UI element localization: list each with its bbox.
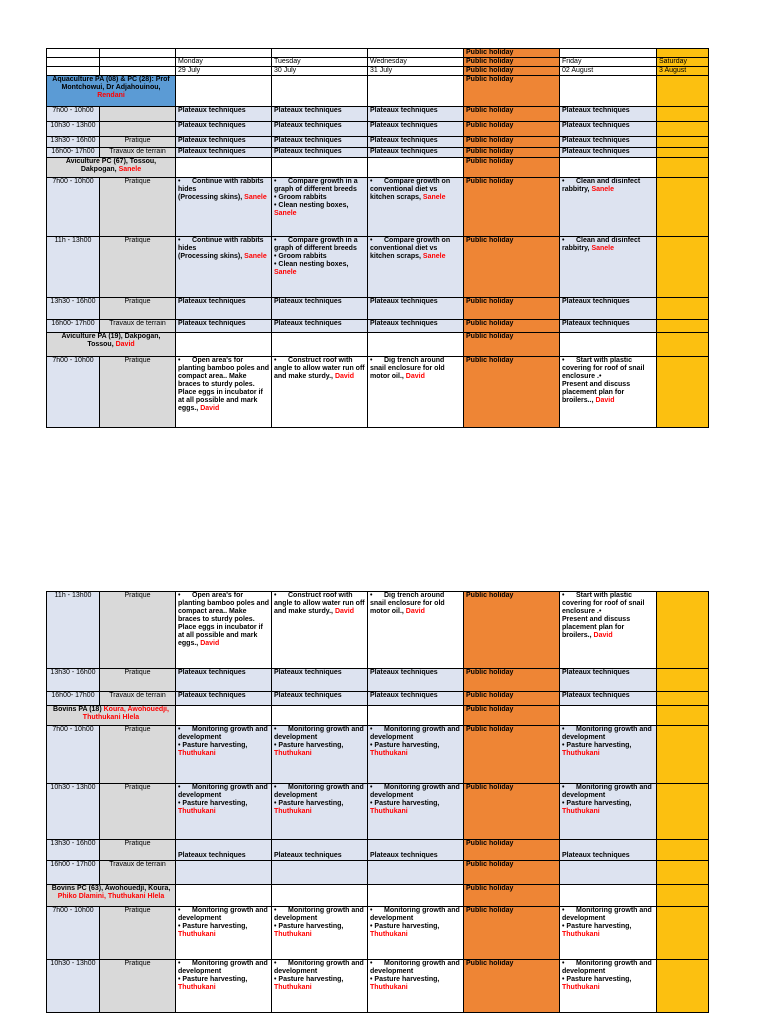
table-row: 16h00 - 17h00 Travaux de terrain Public holiday [47,861,709,885]
header-row-dates [47,67,709,76]
table-row: 11h - 13h00 Pratique • Continue with rabbits hides (Processing skins), Sanele • Compare growth in a graph of different breeds • Groom rabbits • Clean nesting boxes, Sanele • Compare growth on conventional diet vs kitchen scraps, Sanele Public holiday • Clean and disinfect rabbitry, Sanele [47,237,709,298]
holiday-label: Public holiday [464,58,560,67]
day-friday: Friday [560,58,657,67]
schedule-table-page-2 [46,591,709,1013]
section-title-aviculture-pa: Aviculture PA (19), Dakpogan, Tossou, David [47,333,176,357]
day-monday: Monday [176,58,272,67]
date-wednesday: 31 July [368,67,464,76]
holiday-label: Public holiday [464,67,560,76]
table-row: 11h - 13h00 Pratique • Open area's for planting bamboo poles and compact area.. Make braces to sturdy poles. Place eggs in incubator if at all possible and mark eggs., David • Construct roof with angle to allow water run off and make sturdy., David • Dig trench around snail enclosure for old motor oil., David Public holiday • Start with plastic covering for roof of snail enclosure .• Present and discuss placement plan for broilers., David [47,592,709,669]
section-title-aquaculture: Aquaculture PA (08) & PC (28): Prof Montchowui, Dr Adjahouinou, Rendani [47,76,176,107]
table-row: 10h30 - 13h00 Plateaux techniques Plateaux techniques Plateaux techniques Public holiday Plateaux techniques [47,122,709,137]
date-tuesday: 30 July [272,67,368,76]
section-row-aviculture-pc: Aviculture PC (67), Tossou, Dakpogan, Sanele Public holiday [47,158,709,178]
date-friday: 02 August [560,67,657,76]
header-row-blank [47,49,709,58]
schedule-table-page-1 [46,48,709,428]
table-row: 13h30 - 16h00 Pratique Plateaux techniques Plateaux techniques Plateaux techniques Public holiday Plateaux techniques [47,669,709,692]
header-row-days [47,58,709,67]
section-title-aviculture-pc: Aviculture PC (67), Tossou, Dakpogan, Sanele [47,158,176,178]
day-saturday: Saturday [657,58,709,67]
table-row: 16h00- 17h00 Travaux de terrain Plateaux techniques Plateaux techniques Plateaux techniques Public holiday Plateaux techniques [47,692,709,706]
table-row: 10h30 - 13h00 Pratique • Monitoring growth and development • Pasture harvesting, Thuthukani • Monitoring growth and development • Pasture harvesting, Thuthukani • Monitoring growth and development • Pasture harvesting, Thuthukani Public holiday • Monitoring growth and development • Pasture harvesting, Thuthukani [47,960,709,1013]
holiday-label: Public holiday [464,49,560,58]
table-row: 7h00 - 10h00 Pratique • Open area's for planting bamboo poles and compact area.. Make braces to sturdy poles. Place eggs in incubator if at all possible and mark eggs., David • Construct roof with angle to allow water run off and make sturdy., David • Dig trench around snail enclosure for old motor oil., David Public holiday • Start with plastic covering for roof of snail enclosure .• Present and discuss placement plan for broilers.., David [47,357,709,428]
table-row: 13h30 - 16h00 Pratique Plateaux techniques Plateaux techniques Plateaux techniques Public holiday Plateaux techniques [47,137,709,148]
date-saturday: 3 August [657,67,709,76]
table-row: 16h00- 17h00 Travaux de terrain Plateaux techniques Plateaux techniques Plateaux techniques Public holiday Plateaux techniques [47,148,709,158]
day-wednesday: Wednesday [368,58,464,67]
section-row-bovins-pa: Bovins PA (18) Koura, Awohouedji, Thuthukani Hlela Public holiday [47,706,709,726]
section-row-bovins-pc: Bovins PC (63), Awohouedji, Koura, Phiko Dlamini, Thuthukani Hlela Public holiday [47,885,709,907]
section-row-aviculture-pa: Aviculture PA (19), Dakpogan, Tossou, David Public holiday [47,333,709,357]
table-row: 13h30 - 16h00 Pratique Plateaux techniques Plateaux techniques Plateaux techniques Public holiday Plateaux techniques [47,298,709,320]
date-monday: 29 July [176,67,272,76]
table-row: 16h00- 17h00 Travaux de terrain Plateaux techniques Plateaux techniques Plateaux techniques Public holiday Plateaux techniques [47,320,709,333]
section-title-bovins-pa: Bovins PA (18) Koura, Awohouedji, Thuthukani Hlela [47,706,176,726]
section-row-aquaculture: Aquaculture PA (08) & PC (28): Prof Montchowui, Dr Adjahouinou, Rendani Public holiday [47,76,709,107]
section-title-bovins-pc: Bovins PC (63), Awohouedji, Koura, Phiko Dlamini, Thuthukani Hlela [47,885,176,907]
table-row: 13h30 - 16h00 Pratique Plateaux techniques Plateaux techniques Plateaux techniques Public holiday Plateaux techniques [47,840,709,861]
table-row: 10h30 - 13h00 Pratique • Monitoring growth and development • Pasture harvesting, Thuthukani • Monitoring growth and development • Pasture harvesting, Thuthukani • Monitoring growth and development • Pasture harvesting, Thuthukani Public holiday • Monitoring growth and development • Pasture harvesting, Thuthukani [47,784,709,840]
table-row: 7h00 - 10h00 Plateaux techniques Plateaux techniques Plateaux techniques Public holiday Plateaux techniques [47,107,709,122]
table-row: 7h00 - 10h00 Pratique • Continue with rabbits hides (Processing skins), Sanele • Compare growth in a graph of different breeds • Groom rabbits • Clean nesting boxes, Sanele • Compare growth on conventional diet vs kitchen scraps, Sanele Public holiday • Clean and disinfect rabbitry, Sanele [47,178,709,237]
table-row: 7h00 - 10h00 Pratique • Monitoring growth and development • Pasture harvesting, Thuthukani • Monitoring growth and development • Pasture harvesting, Thuthukani • Monitoring growth and development • Pasture harvesting, Thuthukani Public holiday • Monitoring growth and development • Pasture harvesting, Thuthukani [47,726,709,784]
table-row: 7h00 - 10h00 Pratique • Monitoring growth and development • Pasture harvesting, Thuthukani • Monitoring growth and development • Pasture harvesting, Thuthukani • Monitoring growth and development • Pasture harvesting, Thuthukani Public holiday • Monitoring growth and development • Pasture harvesting, Thuthukani [47,907,709,960]
day-tuesday: Tuesday [272,58,368,67]
